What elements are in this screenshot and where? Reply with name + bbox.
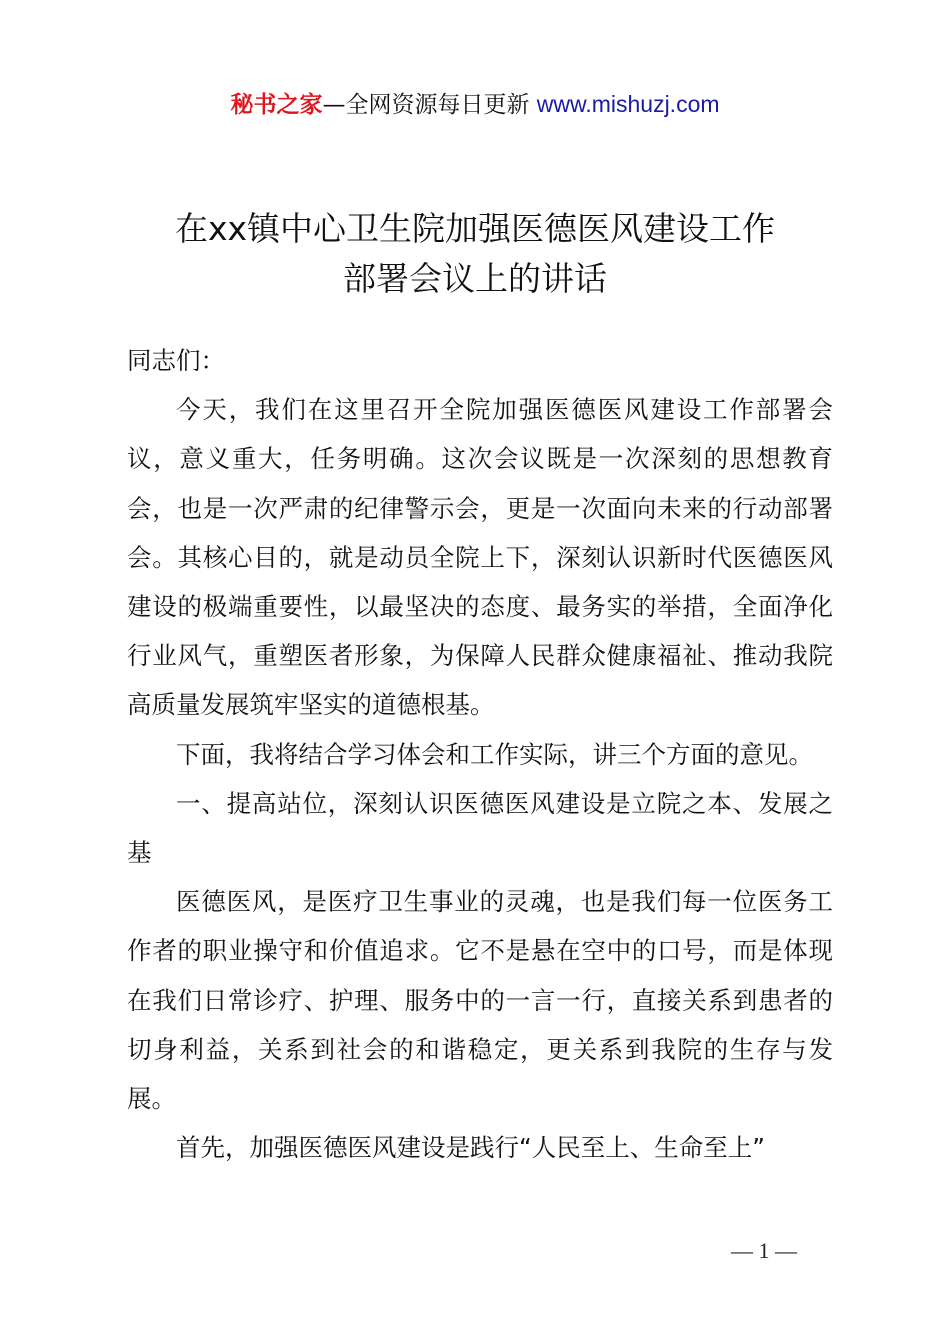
brand-name: 秘书之家 xyxy=(230,92,323,118)
paragraph-first-point: 首先，加强医德医风建设是践行“人民至上、生命至上” xyxy=(176,1133,765,1163)
document-title xyxy=(100,204,850,304)
header-tagline: —全网资源每日更新 xyxy=(322,92,537,118)
page-number: — 1 — xyxy=(731,1238,797,1263)
title-line-1: 在xx镇中心卫生院加强医德医风建设工作 xyxy=(174,209,776,249)
page-header xyxy=(0,88,950,121)
site-url-link[interactable]: www.mishuzj.com xyxy=(536,91,720,117)
salutation: 同志们： xyxy=(127,346,225,375)
section-heading-1: 一、提高站位，深刻认识医德医风建设是立院之本、发展之基 xyxy=(127,788,833,868)
paragraph-outline: 下面，我将结合学习体会和工作实际，讲三个方面的意见。 xyxy=(176,739,813,769)
paragraph-opening: 今天，我们在这里召开全院加强医德医风建设工作部署会议，意义重大，任务明确。这次会议既是一次深刻的思想教育会，也是一次严肃的纪律警示会，更是一次面向未来的行动部署会。其核心目的，就是动员全院上下，深刻认识新时代医德医风建设的极端重要性，以最坚决的态度、最务实的举措，全面净化行业风气，重塑医者形象，为保障人民群众健康福祉、推动我院高质量发展筑牢坚实的道德根基。 xyxy=(127,395,833,720)
paragraph-section-1-intro: 医德医风，是医疗卫生事业的灵魂，也是我们每一位医务工作者的职业操守和价值追求。它不是悬在空中的口号，而是体现在我们日常诊疗、护理、服务中的一言一行，直接关系到患者的切身利益，关系到社会的和谐稳定，更关系到我院的生存与发展。 xyxy=(127,887,833,1114)
document-body xyxy=(127,336,833,1172)
title-line-2: 部署会议上的讲话 xyxy=(343,259,607,299)
